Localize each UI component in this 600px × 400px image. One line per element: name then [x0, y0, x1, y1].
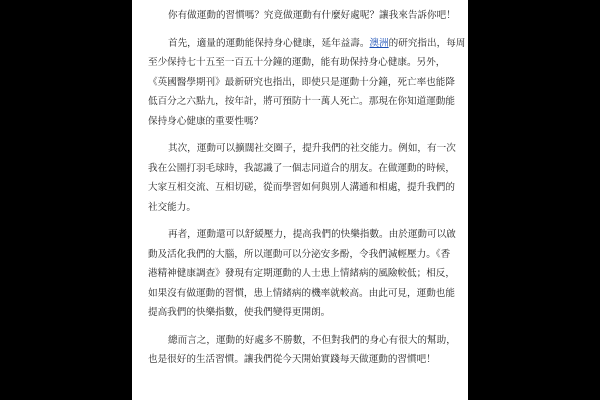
- paragraph-4: [148, 331, 458, 370]
- paragraph-3-line-3: 港精神健康調查》發現有定期運動的人士患上情緒病的風險較低；相反，: [148, 268, 455, 279]
- australia-link[interactable]: 澳洲: [369, 37, 389, 49]
- paragraph-2-line-3: 大家互相交流、互相切磋，從而學習如何與別人溝通和相處，提升我們的: [148, 182, 455, 193]
- paragraph-4-line-1: 總而言之，運動的好處多不勝數，不但對我們的身心有很大的幫助，: [168, 334, 456, 346]
- paragraph-1-line-1-start: 首先，適量的運動能保持身心健康，延年益壽。: [168, 37, 370, 49]
- paragraph-3-line-2: 動及活化我們的大腦，所以運動可以分泌安多酚，令我們減輕壓力。《香: [148, 248, 451, 260]
- paragraph-1-line-1: [148, 34, 466, 54]
- paragraph-3-line-1: 再者，運動還可以舒緩壓力，提高我們的快樂指數。由於運動可以啟: [168, 229, 456, 240]
- paragraph-2-line-2: 我在公園打羽毛球時，我認識了一個志同道合的朋友。在做運動的時候，: [148, 162, 455, 174]
- paragraph-3-line-5: 提高我們的快樂指數，使我們變得更開朗。: [148, 307, 331, 318]
- paragraph-3: [148, 225, 458, 323]
- paragraph-1-line-2: 至少保持七十五至一百五十分鐘的運動，能有助保持身心健康。另外，: [148, 57, 446, 68]
- paragraph-3-line-4: 如果沒有做運動的習慣，患上情緒病的機率就較高。由此可見，運動也能: [148, 287, 455, 299]
- paragraph-1: [148, 34, 466, 132]
- intro-line: 你有做運動的習慣嗎？究竟做運動有什麼好處呢？讓我來告訴你吧！: [168, 10, 456, 21]
- paragraph-1-line-3: 《英國醫學期刊》最新研究也指出，即使只是運動十分鐘，死亡率也能降: [148, 76, 455, 88]
- paragraph-4-line-2: 也是很好的生活習慣。讓我們從今天開始實踐每天做運動的習慣吧！: [148, 354, 436, 365]
- paragraph-2: [148, 139, 458, 217]
- essay-intro: [148, 6, 458, 26]
- paragraph-1-line-1-end: 的研究指出，每周: [388, 37, 466, 49]
- paragraph-2-line-4: 社交能力。: [148, 201, 196, 213]
- paragraph-1-line-5: 保持身心健康的重要性嗎？: [148, 115, 264, 127]
- paragraph-2-line-1: 其次，運動可以擴闊社交圈子，提升我們的社交能力。例如，有一次: [168, 143, 456, 154]
- essay-body: [148, 6, 466, 378]
- paragraph-1-line-4: 低百分之六點九，按年計，將可預防十一萬人死亡。那現在你知道運動能: [148, 96, 455, 107]
- document-page: [132, 0, 468, 400]
